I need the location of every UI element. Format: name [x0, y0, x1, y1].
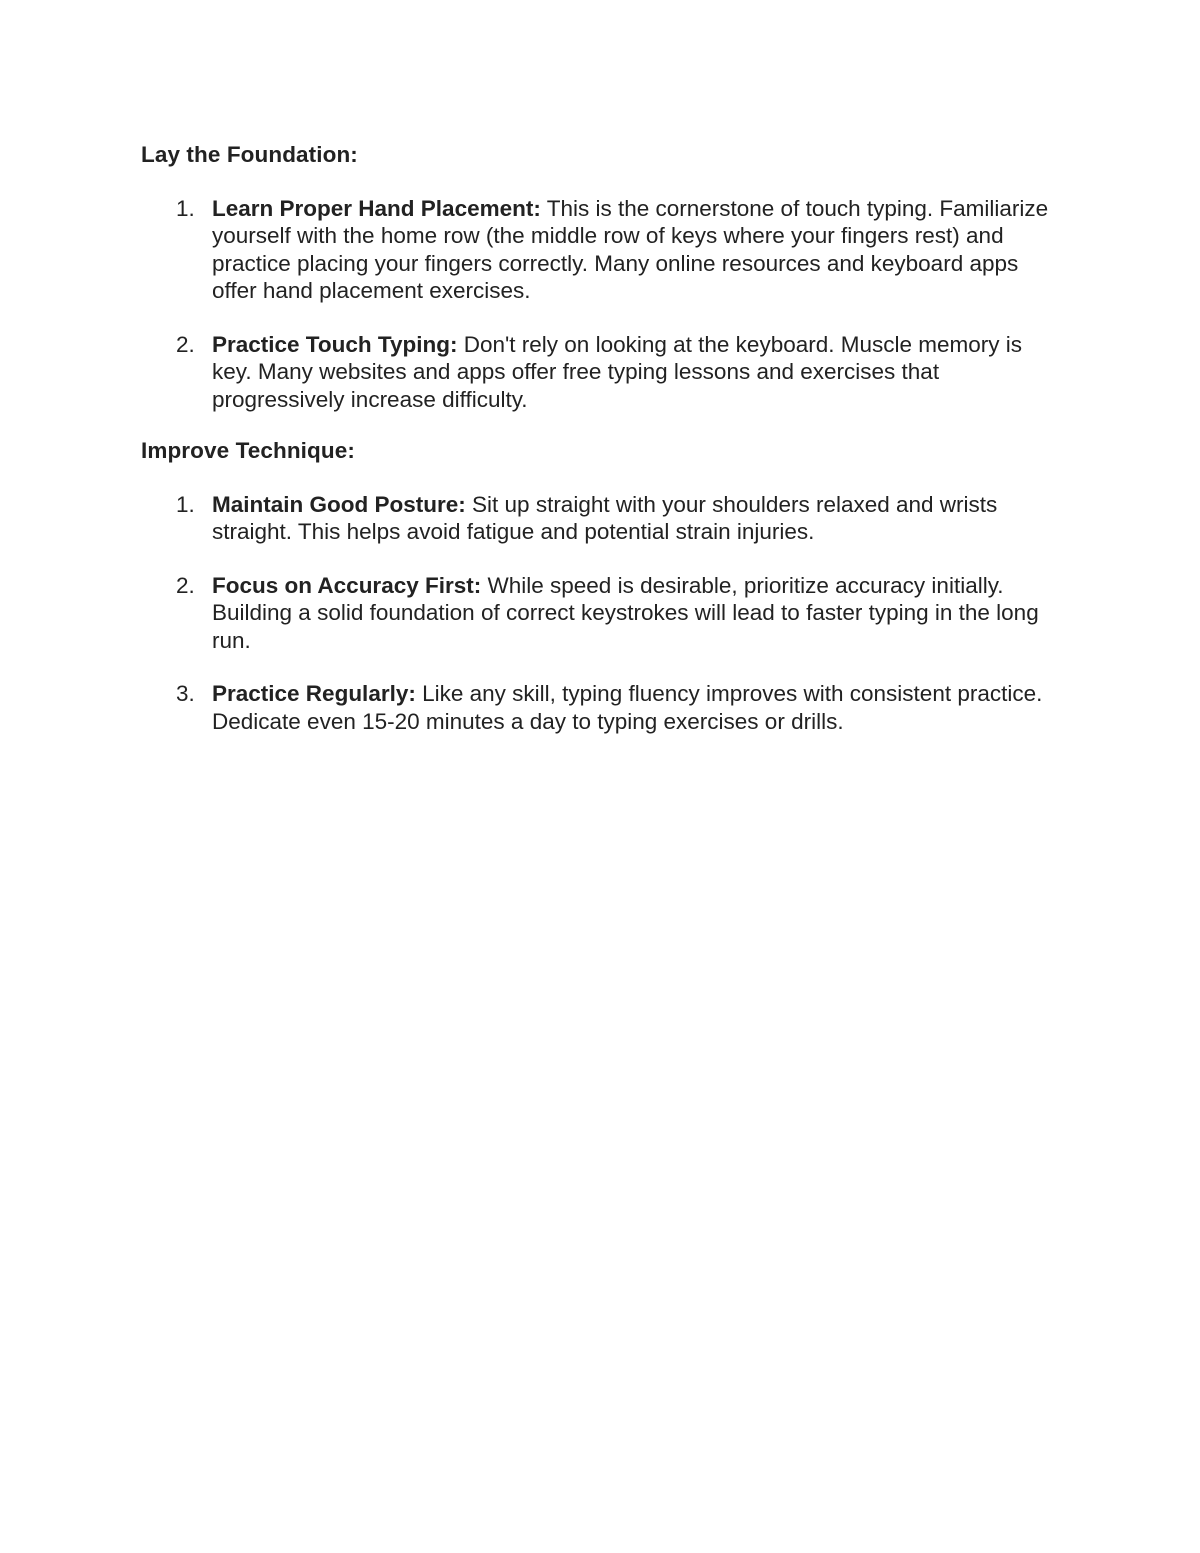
list-item-text: Sit up straight with your shoulders relaxed and wrists straight. This helps avoid fatigue and potential strain injuries.	[212, 491, 998, 544]
list-item-term: Practice Touch Typing:	[212, 331, 458, 357]
list-item-text: Don't rely on looking at the keyboard. Muscle memory is key. Many websites and apps offer free typing lessons and exercises that progressively increase difficulty.	[212, 331, 1023, 412]
list-item	[141, 680, 1051, 735]
list-number: 3.	[176, 681, 195, 706]
list-number: 2.	[176, 572, 195, 598]
list-item-term: Maintain Good Posture:	[212, 491, 466, 517]
technique-list	[141, 491, 1051, 736]
list-number: 1.	[176, 491, 195, 517]
list-item-text: Like any skill, typing fluency improves with consistent practice. Dedicate even 15-20 minutes a day to typing exercises or drills.	[212, 681, 1043, 734]
list-item-text: While speed is desirable, prioritize accuracy initially. Building a solid foundation of correct keystrokes will lead to faster typing in the long run.	[212, 572, 1039, 653]
list-number: 1.	[176, 195, 195, 221]
list-item-term: Focus on Accuracy First:	[212, 572, 482, 598]
list-item-text: This is the cornerstone of touch typing. Familiarize yourself with the home row (the middle row of keys where your fingers rest) and practice placing your fingers correctly. Many online resources and keyboard apps offer hand placement exercises.	[212, 195, 1049, 303]
list-item	[141, 195, 1051, 305]
list-number: 2.	[176, 331, 195, 357]
list-item	[141, 491, 1051, 546]
list-item	[141, 331, 1051, 414]
section-heading-technique: Improve Technique:	[141, 438, 355, 463]
list-item-term: Learn Proper Hand Placement:	[212, 195, 541, 221]
foundation-list	[141, 195, 1051, 414]
document-body	[141, 141, 1051, 735]
list-item-term: Practice Regularly:	[212, 681, 416, 706]
list-item	[141, 572, 1051, 655]
section-heading-foundation: Lay the Foundation:	[141, 142, 358, 167]
